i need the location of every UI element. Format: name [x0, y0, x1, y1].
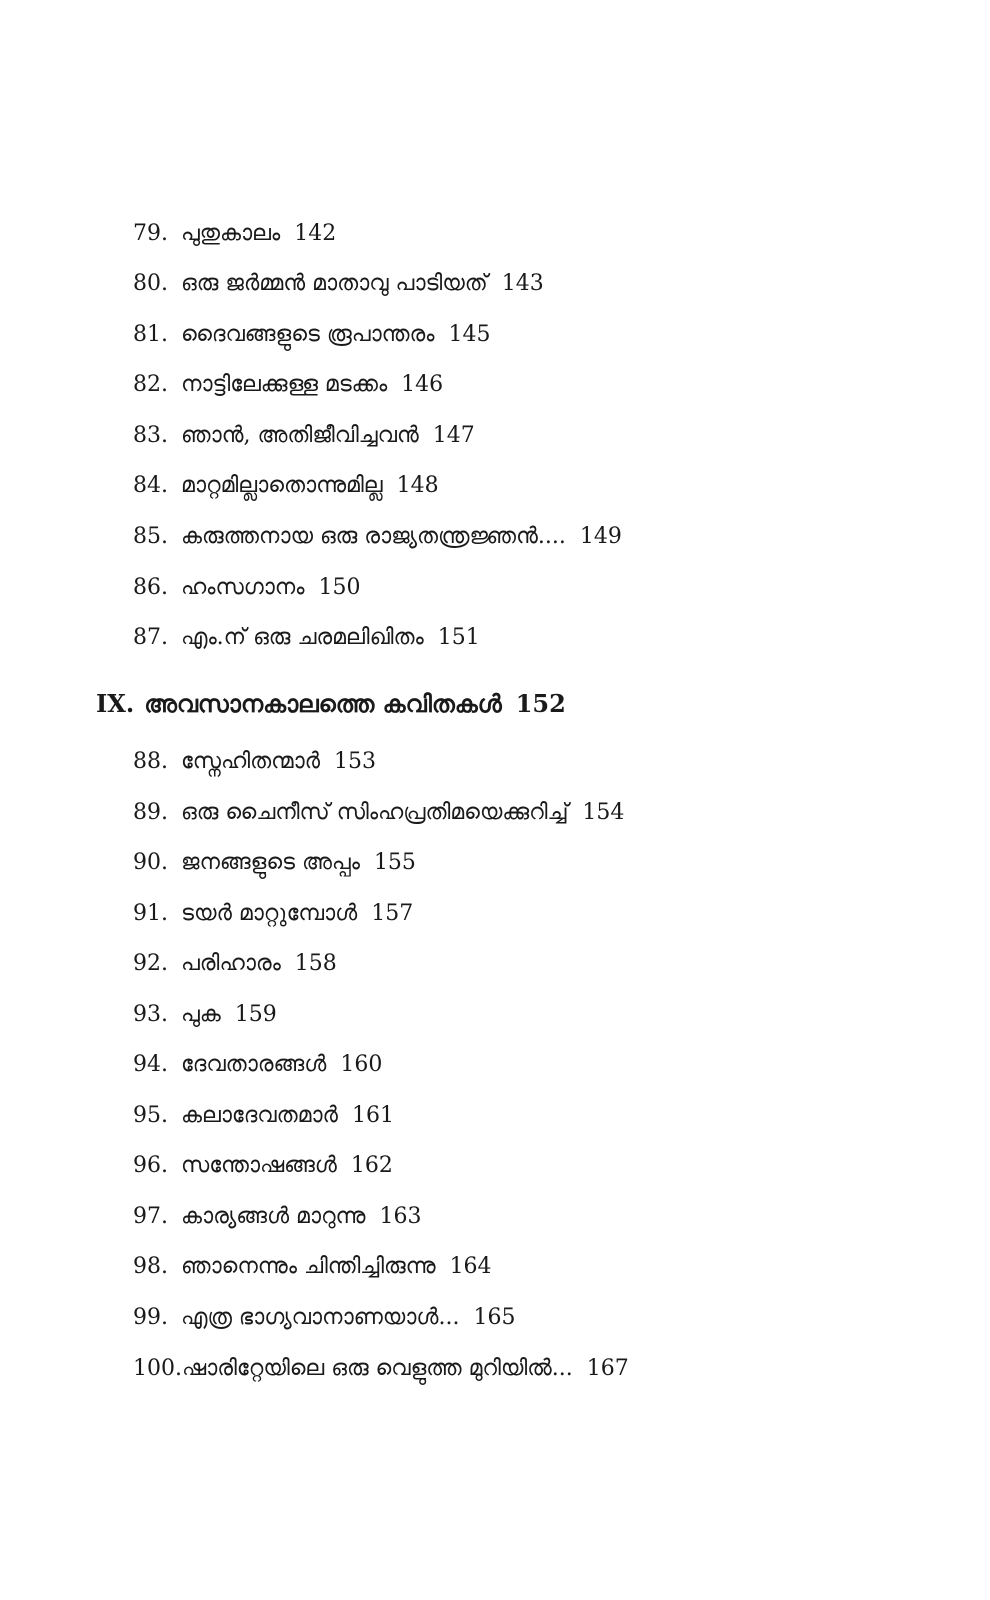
toc-entry: [133, 519, 622, 555]
entry-page: 151: [437, 625, 480, 650]
section-title: അവസാനകാലത്തെ കവിതകൾ: [144, 689, 502, 718]
entry-title: ഹംസഗാനം: [181, 575, 305, 600]
entry-title: പരിഹാരം: [181, 951, 281, 976]
entry-number: 86.: [133, 575, 168, 600]
entry-page: 162: [350, 1153, 393, 1178]
entry-number: 84.: [133, 473, 168, 498]
entry-title: കലാദേവതമാർ: [181, 1103, 338, 1128]
entry-page: 157: [371, 901, 414, 926]
entry-number: 83.: [133, 423, 168, 448]
toc-entry: [133, 997, 277, 1033]
entry-number: 89.: [133, 800, 168, 825]
toc-entry: [133, 1249, 492, 1285]
entry-number: 93.: [133, 1002, 168, 1027]
entry-number: 90.: [133, 850, 168, 875]
entry-number: 80.: [133, 271, 168, 296]
entry-title: സന്തോഷങ്ങൾ: [181, 1153, 337, 1178]
entry-page: 145: [448, 322, 491, 347]
section-page: 152: [515, 689, 566, 718]
entry-page: 167: [586, 1356, 629, 1381]
entry-number: 81.: [133, 322, 168, 347]
entry-page: 149: [579, 524, 622, 549]
entry-title: മാറ്റമില്ലാതൊന്നുമില്ല: [181, 473, 383, 498]
entry-number: 100.: [133, 1356, 182, 1381]
entry-title: ഞാൻ, അതിജീവിച്ചവൻ: [181, 423, 419, 448]
entry-page: 148: [396, 473, 439, 498]
entry-number: 96.: [133, 1153, 168, 1178]
entry-title: സ്നേഹിതന്മാർ: [181, 749, 320, 774]
entry-page: 154: [582, 800, 625, 825]
entry-number: 97.: [133, 1204, 168, 1229]
toc-entry: [133, 744, 376, 780]
entry-page: 146: [401, 372, 444, 397]
entry-page: 163: [379, 1204, 422, 1229]
toc-entry: [133, 317, 490, 353]
toc-entry: [133, 570, 360, 606]
toc-entry: [133, 946, 337, 982]
entry-page: 164: [449, 1254, 492, 1279]
entry-page: 158: [294, 951, 337, 976]
entry-number: 87.: [133, 625, 168, 650]
entry-title: എത്ര ഭാഗ്യവാനാണയാൾ...: [181, 1305, 460, 1330]
entry-number: 82.: [133, 372, 168, 397]
entry-number: 92.: [133, 951, 168, 976]
entry-number: 98.: [133, 1254, 168, 1279]
entry-title: പുക: [181, 1002, 221, 1027]
toc-entry: [133, 1351, 629, 1387]
entry-title: നാട്ടിലേക്കുള്ള മടക്കം: [181, 372, 388, 397]
entry-title: ടയർ മാറ്റുമ്പോൾ: [181, 901, 358, 926]
entry-page: 161: [351, 1103, 394, 1128]
entry-page: 155: [373, 850, 416, 875]
entry-page: 153: [334, 749, 376, 774]
section-heading: [96, 684, 566, 724]
entry-number: 91.: [133, 901, 168, 926]
entry-number: 85.: [133, 524, 168, 549]
entry-page: 150: [318, 575, 361, 600]
entry-title: ദേവതാരങ്ങൾ: [181, 1052, 327, 1077]
entry-title: ഒരു ജർമ്മൻ മാതാവു പാടിയത്: [181, 271, 488, 296]
entry-page: 159: [234, 1002, 277, 1027]
entry-number: 94.: [133, 1052, 168, 1077]
toc-entry: [133, 1199, 422, 1235]
toc-entry: [133, 1098, 394, 1134]
entry-page: 142: [294, 221, 337, 246]
entry-page: 147: [432, 423, 475, 448]
entry-title: ജനങ്ങളുടെ അപ്പം: [181, 850, 360, 875]
entry-title: കാര്യങ്ങൾ മാറുന്നു: [181, 1204, 366, 1229]
toc-entry: [133, 620, 480, 656]
entry-number: 95.: [133, 1103, 168, 1128]
toc-entry: [133, 468, 439, 504]
entry-title: ദൈവങ്ങളുടെ രൂപാന്തരം: [181, 322, 435, 347]
section-number: IX.: [96, 689, 135, 718]
entry-number: 88.: [133, 749, 168, 774]
toc-entry: [133, 367, 443, 403]
entry-title: ഒരു ചൈനീസ് സിംഹപ്രതിമയെക്കുറിച്ച്: [181, 800, 569, 825]
toc-entry: [133, 418, 475, 454]
entry-title: ഞാനെന്നും ചിന്തിച്ചിരുന്നു: [181, 1254, 436, 1279]
toc-entry: [133, 1300, 515, 1336]
toc-entry: [133, 896, 413, 932]
toc-entry: [133, 795, 624, 831]
entry-page: 143: [501, 271, 544, 296]
toc-entry: [133, 1047, 382, 1083]
entry-title: പുതുകാലം: [181, 221, 281, 246]
toc-entry: [133, 266, 544, 302]
entry-page: 160: [340, 1052, 383, 1077]
entry-number: 79.: [133, 221, 168, 246]
entry-title: ഷാരിറ്റേയിലെ ഒരു വെളുത്ത മുറിയിൽ...: [181, 1356, 573, 1381]
entry-number: 99.: [133, 1305, 168, 1330]
entry-page: 165: [473, 1305, 516, 1330]
entry-title: കരുത്തനായ ഒരു രാജ്യതന്ത്രജ്ഞൻ....: [181, 524, 566, 549]
toc-entry: [133, 845, 416, 881]
toc-entry: [133, 216, 336, 252]
entry-title: എം.ന് ഒരു ചരമലിഖിതം: [181, 625, 424, 650]
toc-entry: [133, 1148, 393, 1184]
